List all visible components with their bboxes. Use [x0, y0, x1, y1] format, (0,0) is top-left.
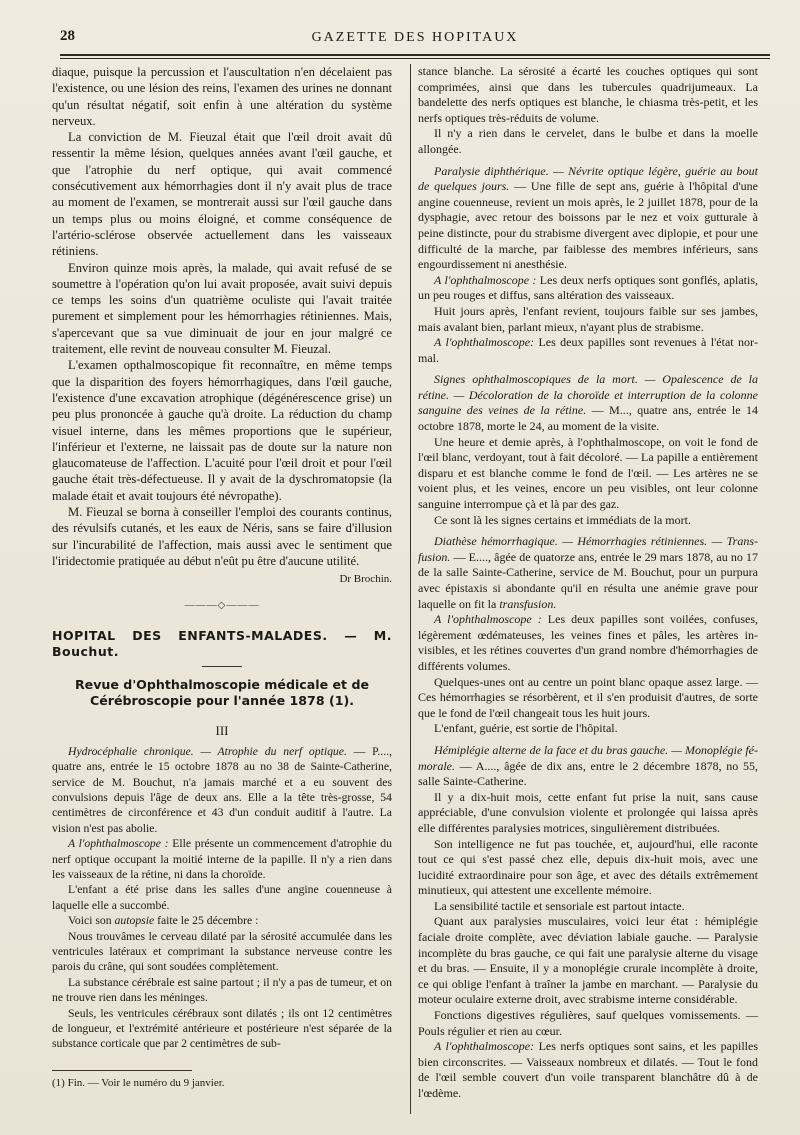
paragraph	[52, 913, 392, 928]
text: Les deux nerfs optiques sont gonflés, aplatis, un peu rouges et diffus, sans altération des vaisseaux.	[418, 272, 758, 303]
case-title: Signes ophthalmoscopiques de la mort. — Opalescence de la rétine. — Décoloration de la choroïde et interruption de la colonne sanguine des veines de la rétine.	[418, 372, 758, 418]
author-signature: Dr Brochin.	[339, 573, 392, 586]
paragraph: Seuls, les ventricules cérébraux sont dilatés ; ils ont 12 centimètres de longueur, et l'extrémité antérieure et postérieure n'est séparée de la substance corticale que par 2 centimètres de sub-	[52, 1006, 392, 1051]
section-heading: HOPITAL DES ENFANTS-MALADES. — M. Bouchut.	[52, 627, 392, 660]
paragraph: Fonctions digestives régulières, sauf quelques vomissements. — Pouls régulier et rien au cœur.	[418, 1008, 758, 1038]
case-text: — A...., âgée de dix ans, entre le 2 décembre 1878, no 55, salle Sainte-Catherine.	[418, 758, 758, 789]
italic-text: autopsie	[114, 914, 155, 928]
case-title: Paralysie diphthérique. — Névrite optique légère, guérie au bout de quelques jours.	[418, 163, 758, 194]
paragraph	[418, 164, 758, 273]
case-text: — E...., âgée de quatorze ans, entrée le 29 mars 1878, au no 17 de la salle Sainte-Catherine, service de M. Bouchut, pour un purpura avec épistaxis si abondante qu'il en résulta une anémie grave pour laquelle on fit la	[418, 549, 758, 611]
case-block	[52, 744, 392, 1052]
text: faite le 25 décembre :	[154, 914, 259, 928]
left-column	[52, 64, 392, 1091]
paragraph: Son intelligence ne fut pas touchée, et, aujourd'hui, elle raconte tout ce qui s'est passé chez elle, depuis dix-huit mois, avec une lucidité extraordinaire pour son âge, et avec des détails extrêmement minutieux, qui attestent une excellente mémoire.	[418, 836, 758, 898]
paragraph	[52, 836, 392, 882]
paragraph: L'enfant a été prise dans les salles d'une angine couenneuse à laquelle elle a succombé.	[52, 883, 392, 912]
paragraph	[418, 612, 758, 674]
label: A l'ophthalmoscope :	[434, 612, 542, 627]
paragraph: L'enfant, guérie, est sortie de l'hôpital.	[434, 721, 618, 736]
paragraph: L'examen opthalmoscopique fit reconnaître, en même temps que la disparition des foyers hémorrhagiques, dans l'œil gauche, l'existence d'une excavation atrophique (dégénérescence grise) un peu plus prononcée à gauche qu'à droite. La réduction du champ visuel interne, dans les mêmes proportions que le supérieur, l'inférieur et l'externe, ne laissait pas de doute sur la nature non glaucomateuse de l'affection. L'acuité pour l'œil droit et pour l'œil gauche était très-défectueuse. Il y avait de la dyschromatopsie (la malade était et avait toujours été névropathe).	[52, 358, 392, 503]
paragraph: Quant aux paralysies musculaires, voici leur état : hémiplégie faciale droite complète, avec déviation labiale gauche. — Paralysie incomplète du bras gauche, ce qui fait une paralysie alterne du visage et du bras. — Ensuite, il y a monoplégie crurale incomplète à droite, ce qui oblige l'enfant à traîner la jambe en marchant. — Paralysie du moteur oculaire externe droit, avec strabisme interne considérable.	[418, 914, 758, 1007]
case-text: — M..., quatre ans, entrée le 14 octobre 1878, morte le 24, au moment de la visite.	[418, 403, 758, 434]
paragraph: Il y a dix-huit mois, cette enfant fut prise la nuit, sans cause appréciable, d'une convulsion violente et prolongée qui laissa après elle différentes paralysies motrices, singulièrement distribuées.	[418, 789, 758, 835]
paragraph: M. Fieuzal se borna à conseiller l'emploi des courants continus, des révulsifs cutanés, et les eaux de Néris, sans se faire d'illusion sur l'incurabilité de l'affection, mais aussi avec le sentiment que l'iridectomie pratiquée au début n'eût pu être d'aucune utilité.	[52, 505, 392, 568]
paragraph	[418, 335, 758, 366]
paragraph	[418, 743, 758, 790]
header-rule	[60, 54, 770, 56]
italic-text: transfusion.	[499, 596, 557, 611]
short-rule	[202, 666, 242, 667]
text: Elle présente un commencement d'atrophie du nerf optique occupant la moitié interne de la papille. Il n'y a rien dans les vaisseaux de la rétine, ni dans la choroïde.	[52, 837, 392, 881]
paragraph: stance blanche. La sérosité a écarté les couches optiques qui sont comprimées, ainsi que dans les tubercules quadrijumeaux. La bandelette des nerfs optiques est blanche, le chiasma très-petit, et les nerfs optiques très-réduits de volume.	[418, 64, 758, 125]
text: Les nerfs optiques sont sains, et les papilles bien circonscrites. — Vaisseaux nombreux et dilatés. — Tout le fond de l'œil semble couvert d'un voile transparent blanchâtre dû à de l'œdème.	[418, 1039, 759, 1100]
paragraph: La substance cérébrale est saine partout ; il n'y a pas de tumeur, et on ne trouve rien dans les méninges.	[52, 975, 392, 1005]
paragraph: Une heure et demie après, à l'ophthalmoscope, on voit le fond de l'œil blanc, verdoyant, tout à fait décoloré. — La papille a entièrement disparu et est blanche comme le fond de l'œil. — Les artères ne se voient plus, et les veines, encore un peu visibles, ont leur colonne sanguine interrompue çà et là par des gaz.	[418, 434, 758, 512]
right-column	[418, 64, 758, 1102]
header-rule-thin	[60, 58, 770, 59]
label: A l'ophthalmoscope :	[434, 272, 537, 287]
part-number: III	[215, 723, 229, 739]
paragraph: Huit jours après, l'enfant revient, toujours faible sur ses jambes, mais avalant bien, parlant mieux, n'ayant plus de strabisme.	[418, 303, 758, 334]
column-divider	[410, 64, 411, 1114]
text: Voici son	[68, 914, 115, 928]
article-title: Revue d'Ophthalmoscopie médicale et de Cérébroscopie pour l'année 1878 (1).	[74, 677, 370, 709]
journal-title: GAZETTE DES HOPITAUX	[311, 30, 519, 45]
paragraph: Il n'y a rien dans le cervelet, dans le bulbe et dans la moelle allongée.	[418, 126, 758, 156]
case-text: — P...., quatre ans, entrée le 15 octobre 1878 au no 38 de Sainte-Catherine, service de M. Bouchut, n'a jamais marché et a eu souvent des convulsions depuis l'âge de deux ans. Elle a la tête très-grosse, 54 centimètres de circonférence et 43 d'un conduit auditif à l'autre. La vision n'est pas abolie.	[52, 744, 392, 835]
label: A l'ophthalmoscope:	[434, 1039, 535, 1054]
case-text: — Une fille de sept ans, guérie à l'hôpital d'une angine couenneuse, revient un mois après, le 2 juillet 1878, pour de la dysphagie, avec retour des boissons par le nez et voix gutturale à peine distincte, pour du strabisme divergent avec diplopie, et pour une difficulté de la marche, par faiblesse des membres inférieurs, sans engourdissement ni anesthésie.	[418, 179, 758, 272]
paragraph	[52, 744, 392, 836]
label: A l'ophthalmoscope :	[68, 837, 169, 851]
paragraph	[418, 534, 758, 612]
footnote-rule	[52, 1070, 192, 1071]
text: Les deux papilles sont revenues à l'état normal.	[418, 335, 758, 365]
paragraph	[418, 1039, 758, 1101]
paragraph: Environ quinze mois après, la malade, qui avait refusé de se soumettre à l'opération qu'on lui avait proposée, avait suivi depuis ce temps les soins d'un quatrième oculiste qui l'avait traitée purement et simplement pour les hémorrhagies rétiniennes. Mais, s'apercevant que sa vue diminuait de jour en jour malgré ce traitement, elle revint de nouveau consulter M. Fieuzal.	[52, 260, 392, 357]
page-number: 28	[60, 28, 75, 44]
text: Les deux papilles sont voilées, confuses, légèrement œdémateuses, les veines fines et pâles, les artères invisibles, et les rétines couvertes d'un grand nombre d'hémorrhagies de différents volumes.	[418, 612, 758, 673]
case-title: Hémiplégie alterne de la face et du bras gauche. — Monoplégie fémorale.	[418, 742, 758, 773]
case-title: Hydrocéphalie chronique. — Atrophie du nerf optique.	[68, 744, 347, 758]
paragraph: La sensibilité tactile et sensoriale est partout intacte.	[434, 898, 685, 913]
paragraph: Ce sont là les signes certains et immédiats de la mort.	[434, 512, 691, 527]
paragraph	[418, 273, 758, 304]
label: A l'ophthalmoscope:	[434, 335, 535, 350]
paragraph: diaque, puisque la percussion et l'auscultation n'en décelaient pas l'existence, ou une lésion des reins, l'examen des urines ne donnant qu'un résultat négatif, soit enfin à une altération du système nerveux.	[52, 65, 392, 128]
paragraph: Quelques-unes ont au centre un point blanc opaque assez large. — Ces hémorrhagies se résorbèrent, et il s'en produisit d'autres, de sorte que le fond de l'œil changeait tous les huit jours.	[418, 674, 758, 720]
paragraph: La conviction de M. Fieuzal était que l'œil droit avait dû ressentir la même lésion, quelques années avant l'œil gauche, et que l'atrophie du nerf optique, qui avait commencé consécutivement aux hémorrhagies dont il n'y avait plus de trace au moment de l'examen, se montrerait aussi sur l'œil gauche dans un temps plus ou moins éloigné, et comme conséquence de l'artério-sclérose observée actuellement dans les vaisseaux rétiniens.	[52, 130, 392, 259]
case-title: Diathèse hémorrhagique. — Hémorrhagies rétiniennes. — Transfusion.	[418, 534, 758, 564]
paragraph	[418, 372, 758, 434]
footnote: (1) Fin. — Voir le numéro du 9 janvier.	[52, 1076, 225, 1089]
ornament-divider: ———◇———	[184, 599, 260, 611]
page-header	[60, 22, 770, 54]
paragraph: Nous trouvâmes le cerveau dilaté par la sérosité accumulée dans les ventricules latéraux et comprimant la substance nerveuse contre les parois du crâne, qui sont soudées complètement.	[52, 929, 392, 974]
